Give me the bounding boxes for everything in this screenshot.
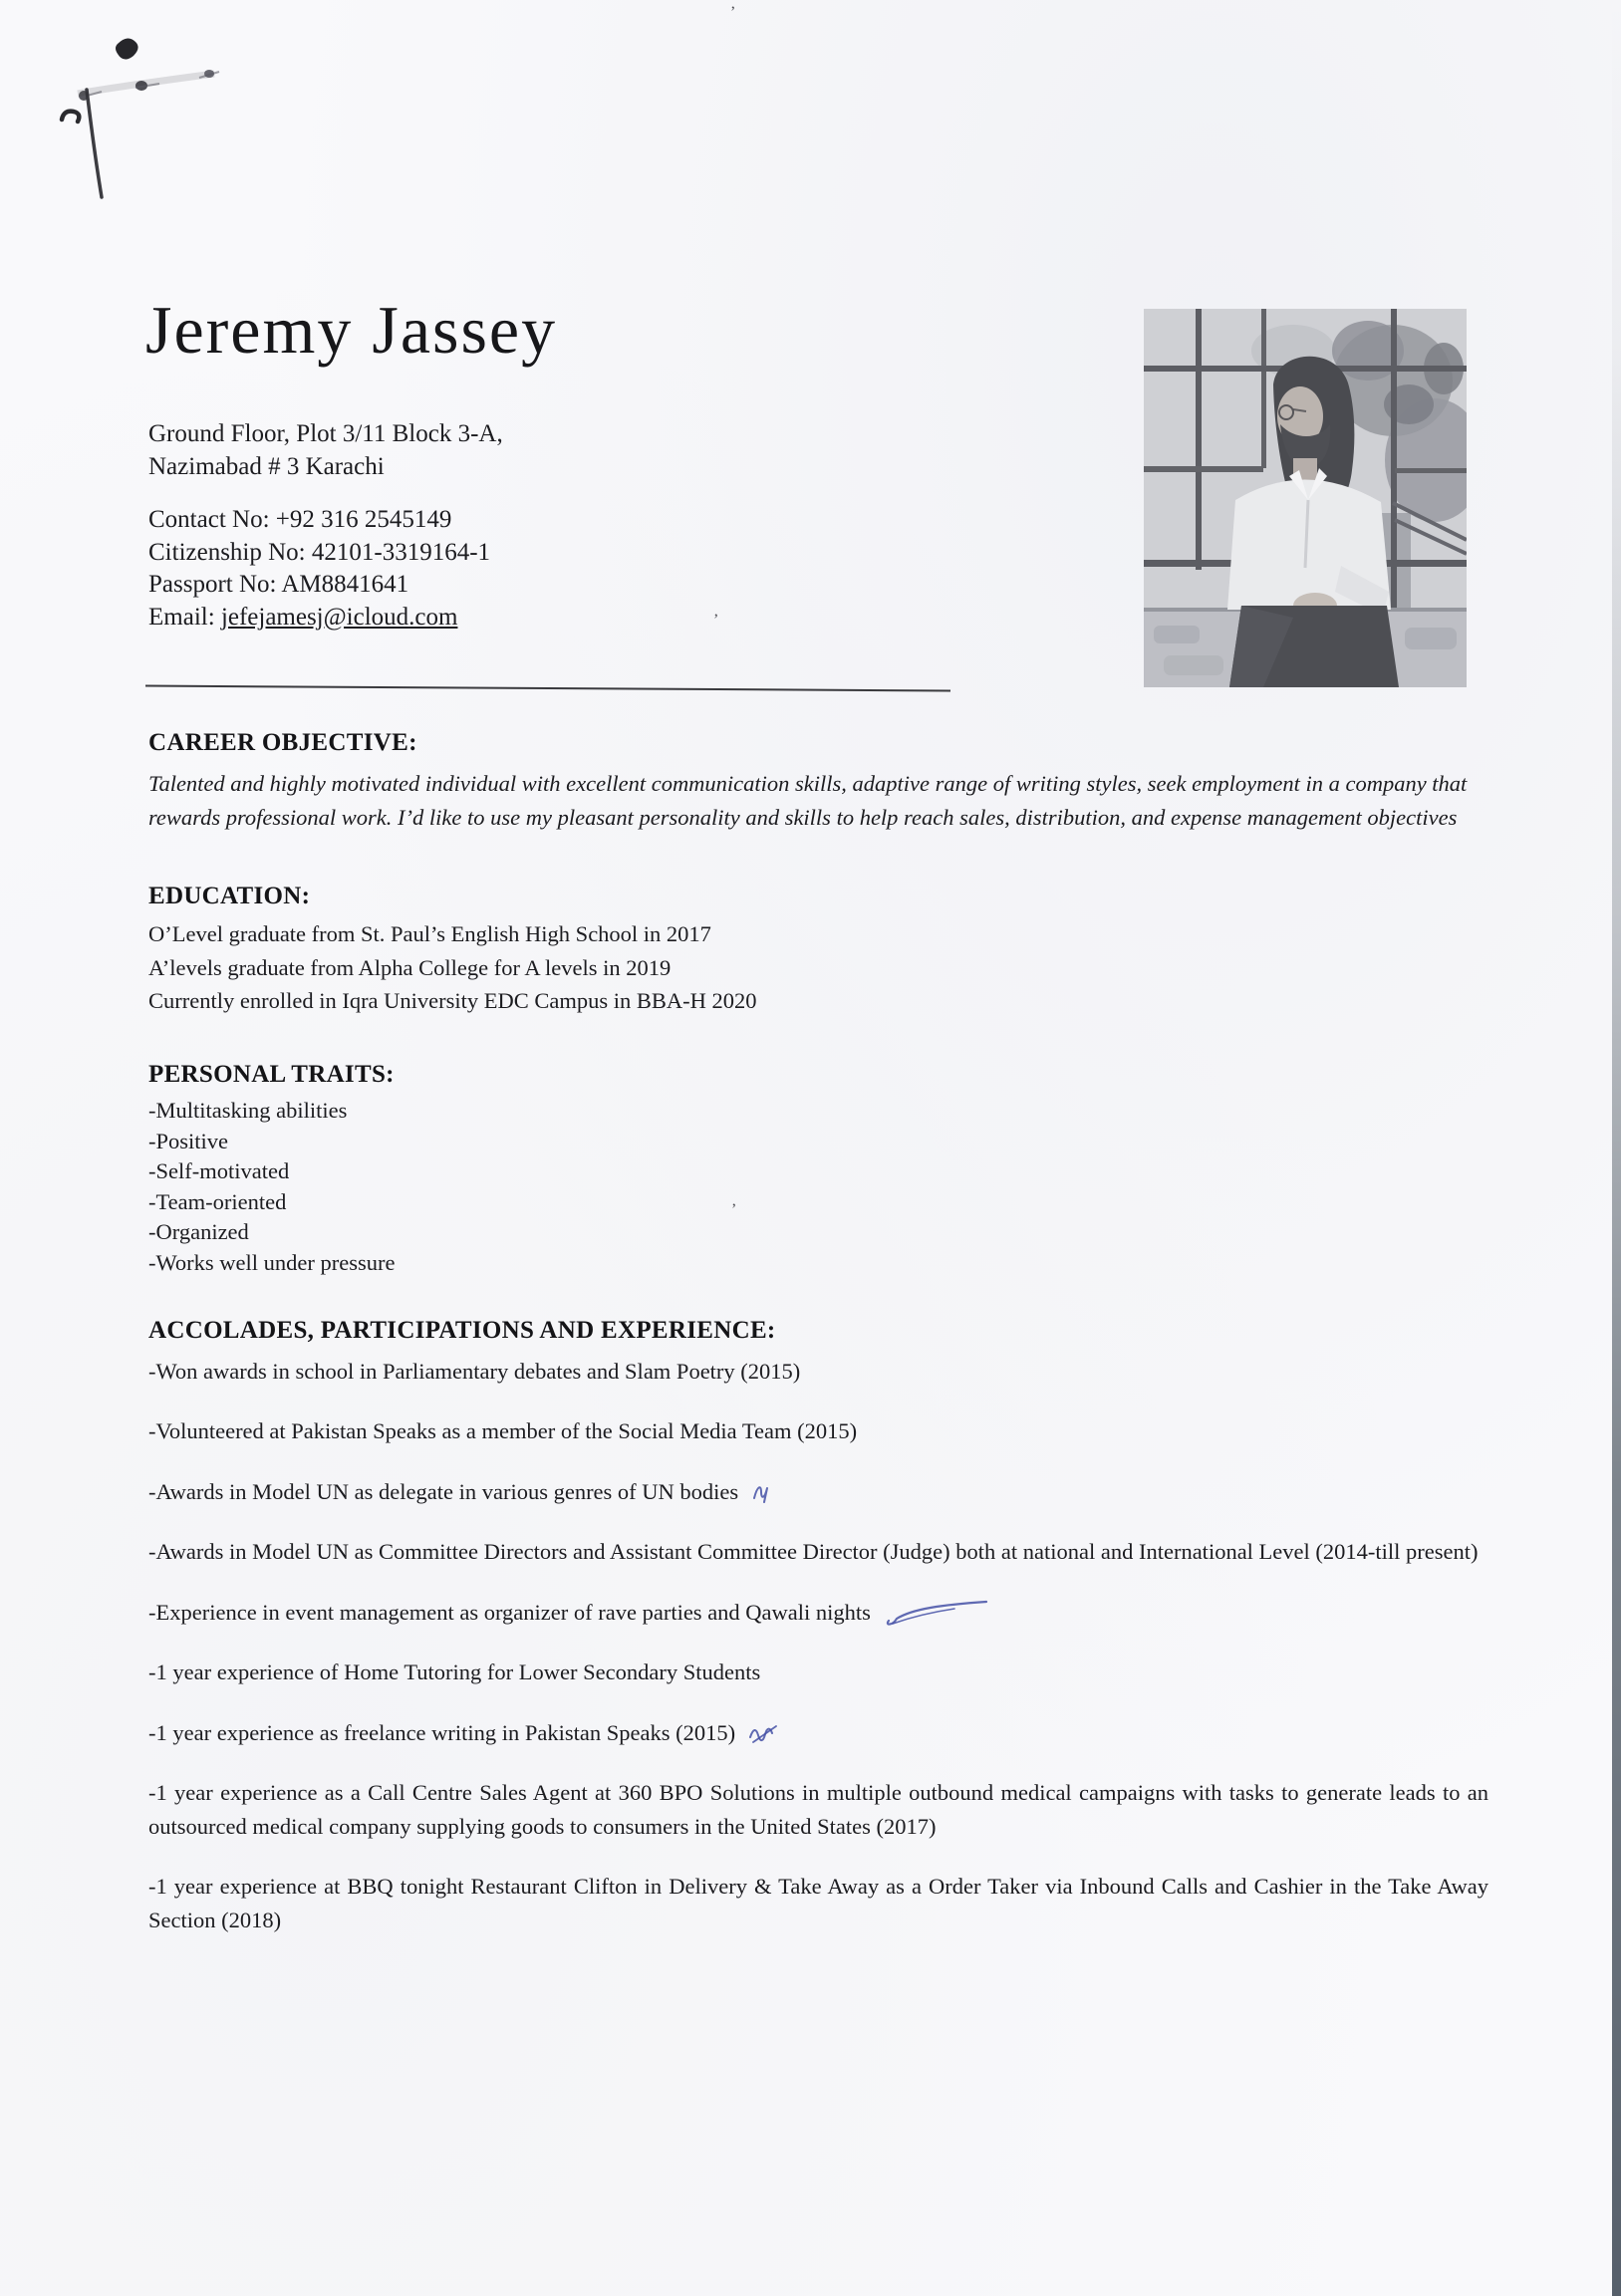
scan-speck: ’ (730, 4, 736, 21)
scan-edge-shadow (1612, 0, 1621, 2296)
education-heading: EDUCATION: (148, 882, 311, 909)
experience-item: -1 year experience of Home Tutoring for Lower Secondary Students (148, 1659, 761, 1684)
experience-item: -Awards in Model UN as Committee Directors and Assistant Committee Director (Judge) both at national and International Level (2014-till present) (148, 1539, 1479, 1564)
scan-fold-mark (78, 88, 112, 202)
scan-speck: ’ (731, 1201, 737, 1218)
personal-traits-heading: PERSONAL TRAITS: (148, 1060, 395, 1088)
header-divider (145, 685, 950, 692)
contact-line: Citizenship No: 42101-3319164-1 (148, 538, 491, 566)
profile-photo (1144, 309, 1467, 687)
experience-item: -1 year experience as a Call Centre Sales Agent at 360 BPO Solutions in multiple outbound medical campaigns with tasks to generate leads to an outsourced medical company supplying goods to consumers in the United States (2017) (148, 1780, 1488, 1839)
experience-item: -Volunteered at Pakistan Speaks as a member of the Social Media Team (2015) (148, 1418, 858, 1443)
trait-item: -Works well under pressure (148, 1249, 396, 1275)
resume-body (148, 726, 1488, 1963)
trait-item: -Self-motivated (148, 1158, 290, 1183)
address-line: Ground Floor, Plot 3/11 Block 3-A, (148, 420, 503, 447)
education-item: A’levels graduate from Alpha College for A levels in 2019 (148, 954, 672, 980)
experience-item: -Experience in event management as organizer of rave parties and Qawali nights (148, 1596, 1488, 1630)
address-block (148, 417, 503, 483)
experience-item: -1 year experience at BBQ tonight Restaurant Clifton in Delivery & Take Away as a Order Taker via Inbound Calls and Cashier in the Take Away Section (2018) (148, 1874, 1488, 1932)
pen-swoosh-icon (883, 1597, 992, 1627)
scan-speck: ’ (713, 612, 719, 629)
trait-item: -Team-oriented (148, 1188, 287, 1214)
person-name: Jeremy Jassey (145, 292, 558, 368)
pen-scribble-icon (747, 1721, 781, 1747)
experience-heading: ACCOLADES, PARTICIPATIONS AND EXPERIENCE: (148, 1317, 776, 1344)
experience-list (148, 1355, 1488, 1937)
personal-traits-list (148, 1096, 1488, 1278)
experience-item: -Awards in Model UN as delegate in various genres of UN bodies (148, 1475, 1488, 1509)
trait-item: -Multitasking abilities (148, 1098, 348, 1123)
career-objective-text: Talented and highly motivated individual with excellent communication skills, adaptive range of writing styles, seek employment in a company that rewards professional work. I’d like to use my pleasant personality and skills to help reach sales, distribution, and expense management objectives (148, 770, 1468, 830)
trait-item: -Organized (148, 1219, 249, 1244)
contact-line: Passport No: AM8841641 (148, 571, 409, 598)
contact-line: Contact No: +92 316 2545149 (148, 506, 452, 533)
email-label: Email: (148, 603, 221, 631)
pen-scribble-icon (750, 1476, 780, 1506)
education-item: Currently enrolled in Iqra University EDC Campus in BBA-H 2020 (148, 988, 757, 1013)
contact-line (148, 602, 490, 635)
education-list (148, 917, 1488, 1018)
contact-block (148, 504, 490, 634)
career-objective-heading: CAREER OBJECTIVE: (148, 729, 417, 756)
trait-item: -Positive (148, 1128, 229, 1153)
experience-item: -1 year experience as freelance writing in Pakistan Speaks (2015) (148, 1716, 1488, 1750)
education-item: O’Level graduate from St. Paul’s English High School in 2017 (148, 921, 711, 946)
experience-item: -Won awards in school in Parliamentary debates and Slam Poetry (2015) (148, 1358, 801, 1384)
email-link[interactable]: jefejamesj@icloud.com (220, 603, 458, 631)
address-line: Nazimabad # 3 Karachi (148, 453, 385, 480)
